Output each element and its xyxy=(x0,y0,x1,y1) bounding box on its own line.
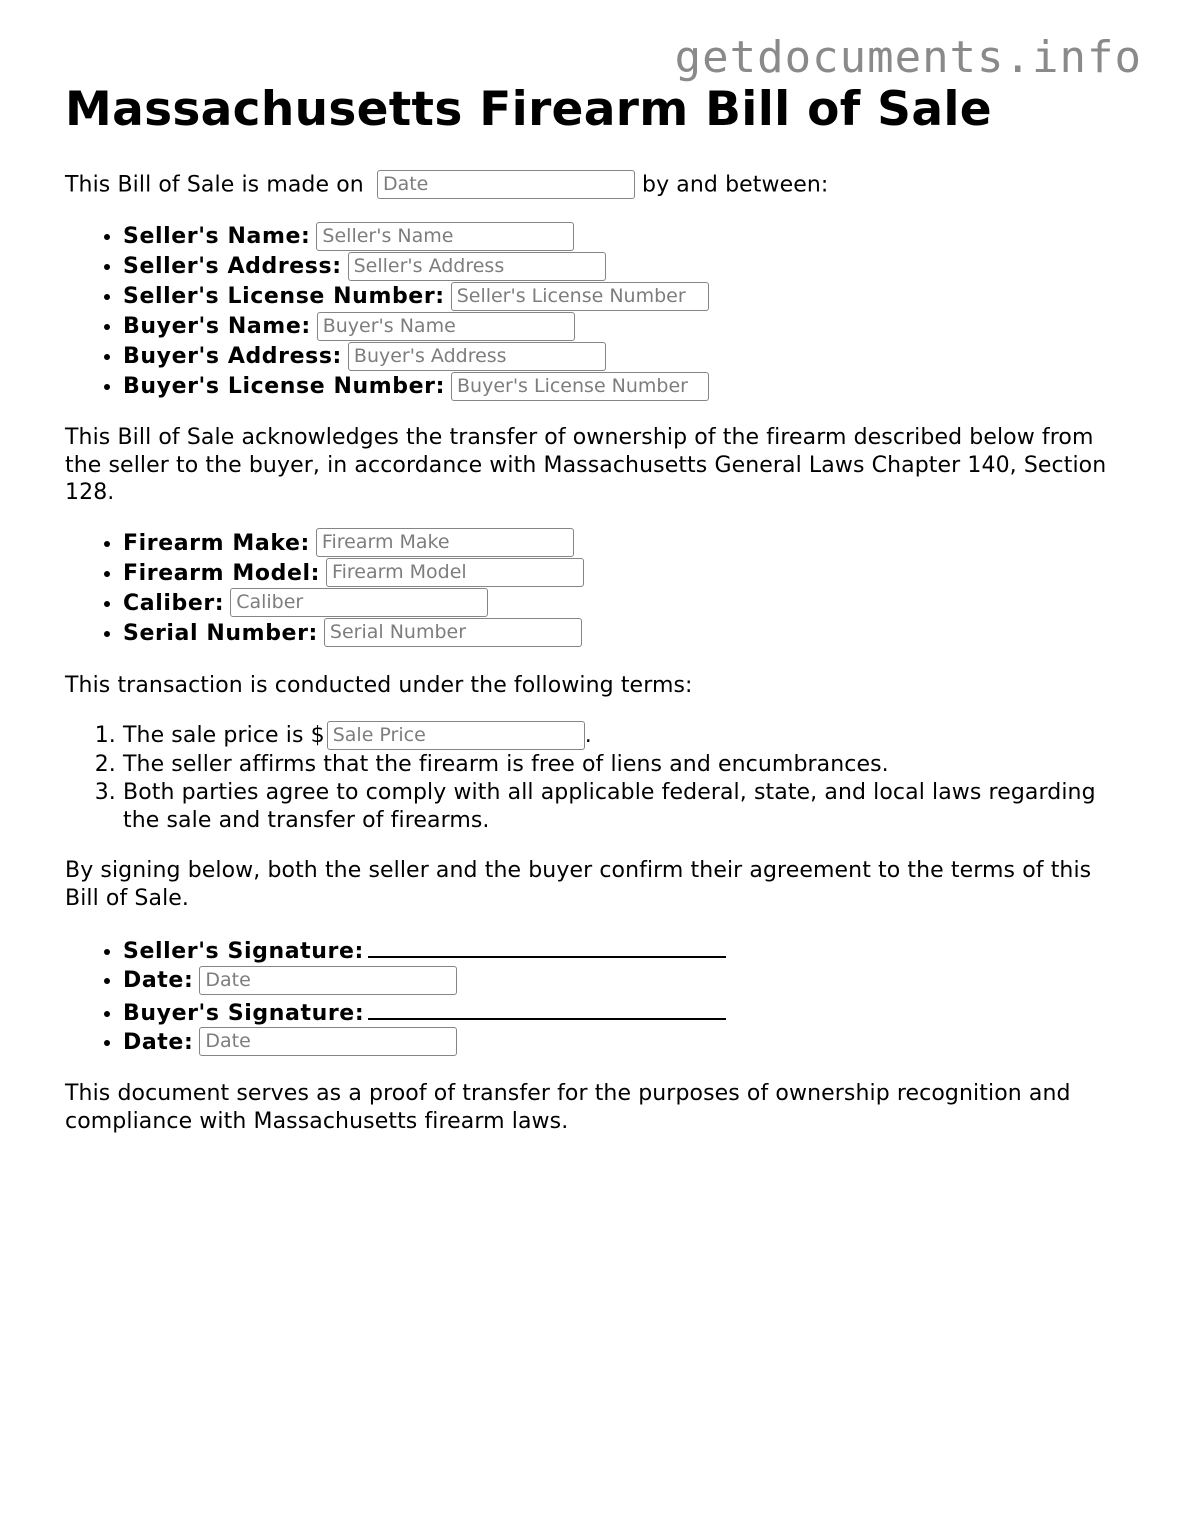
list-item xyxy=(123,589,1125,619)
list-item xyxy=(123,529,1125,559)
signing-paragraph: By signing below, both the seller and the buyer confirm their agreement to the terms of this Bill of Sale. xyxy=(65,858,1092,911)
list-item xyxy=(123,282,1125,312)
seller-date-label: Date: xyxy=(123,968,194,993)
list-item xyxy=(123,222,1125,252)
list-item xyxy=(123,619,1125,649)
document-title: Massachusetts Firearm Bill of Sale xyxy=(65,82,992,137)
seller-signature-label: Seller's Signature: xyxy=(123,939,364,964)
seller-license-field[interactable]: Seller's License Number xyxy=(451,282,709,311)
buyer-date-field[interactable]: Date xyxy=(199,1027,457,1056)
serial-number-label: Serial Number: xyxy=(123,620,318,646)
seller-name-field[interactable]: Seller's Name xyxy=(316,222,574,251)
buyer-license-field[interactable]: Buyer's License Number xyxy=(451,372,709,401)
firearm-model-label: Firearm Model: xyxy=(123,560,321,586)
buyer-signature-label: Buyer's Signature: xyxy=(123,1000,365,1026)
firearm-list xyxy=(65,529,1125,649)
closing-paragraph: This document serves as a proof of transfer for the purposes of ownership recognition and compliance with Massachusetts firearm laws. xyxy=(65,1081,1071,1134)
list-item: 2. The seller affirms that the firearm is free of liens and encumbrances. xyxy=(123,751,1125,779)
intro-text-before: This Bill of Sale is made on xyxy=(65,172,364,198)
signature-list xyxy=(65,934,1125,1057)
list-item xyxy=(123,996,1125,1028)
list-item xyxy=(123,372,1125,402)
document-body xyxy=(65,82,1125,1135)
parties-list xyxy=(65,222,1125,402)
list-item xyxy=(123,1028,1125,1058)
buyer-name-label: Buyer's Name: xyxy=(123,314,311,339)
intro-text-after: by and between: xyxy=(642,172,829,198)
seller-name-label: Seller's Name: xyxy=(123,224,311,249)
list-item xyxy=(123,312,1125,342)
seller-address-label: Seller's Address: xyxy=(123,254,342,279)
buyer-address-label: Buyer's Address: xyxy=(123,344,342,369)
firearm-make-label: Firearm Make: xyxy=(123,530,310,556)
list-item xyxy=(123,934,1125,966)
price-text: The sale price is $ xyxy=(123,723,325,748)
buyer-name-field[interactable]: Buyer's Name xyxy=(317,312,575,341)
price-period: . xyxy=(584,723,592,748)
caliber-label: Caliber: xyxy=(123,590,225,616)
intro-paragraph xyxy=(65,171,1125,200)
caliber-field[interactable]: Caliber xyxy=(230,588,488,617)
list-item xyxy=(123,342,1125,372)
list-item xyxy=(123,252,1125,282)
seller-signature-line[interactable] xyxy=(368,934,726,958)
list-item xyxy=(123,559,1125,589)
list-item xyxy=(123,966,1125,996)
firearm-make-field[interactable]: Firearm Make xyxy=(316,528,574,557)
seller-address-field[interactable]: Seller's Address xyxy=(348,252,606,281)
list-item: 3. Both parties agree to comply with all applicable federal, state, and local laws regarding the sale and transfer of firearms. xyxy=(123,779,1125,835)
list-item xyxy=(123,721,1125,751)
seller-license-label: Seller's License Number: xyxy=(123,284,445,309)
watermark: getdocuments.info xyxy=(674,32,1142,83)
serial-number-field[interactable]: Serial Number xyxy=(324,618,582,647)
buyer-signature-line[interactable] xyxy=(368,996,726,1020)
buyer-license-label: Buyer's License Number: xyxy=(123,374,446,399)
buyer-address-field[interactable]: Buyer's Address xyxy=(348,342,606,371)
sale-price-field[interactable]: Sale Price xyxy=(327,721,585,750)
buyer-date-label: Date: xyxy=(123,1029,194,1055)
terms-intro: This transaction is conducted under the following terms: xyxy=(65,672,693,698)
firearm-model-field[interactable]: Firearm Model xyxy=(326,558,584,587)
sale-date-field[interactable]: Date xyxy=(377,170,635,199)
transfer-paragraph: This Bill of Sale acknowledges the transfer of ownership of the firearm described below from the seller to the buyer, in accordance with Massachusetts General Laws Chapter 140, Section 128. xyxy=(65,425,1107,505)
seller-date-field[interactable]: Date xyxy=(199,966,457,995)
terms-list xyxy=(65,721,1125,835)
